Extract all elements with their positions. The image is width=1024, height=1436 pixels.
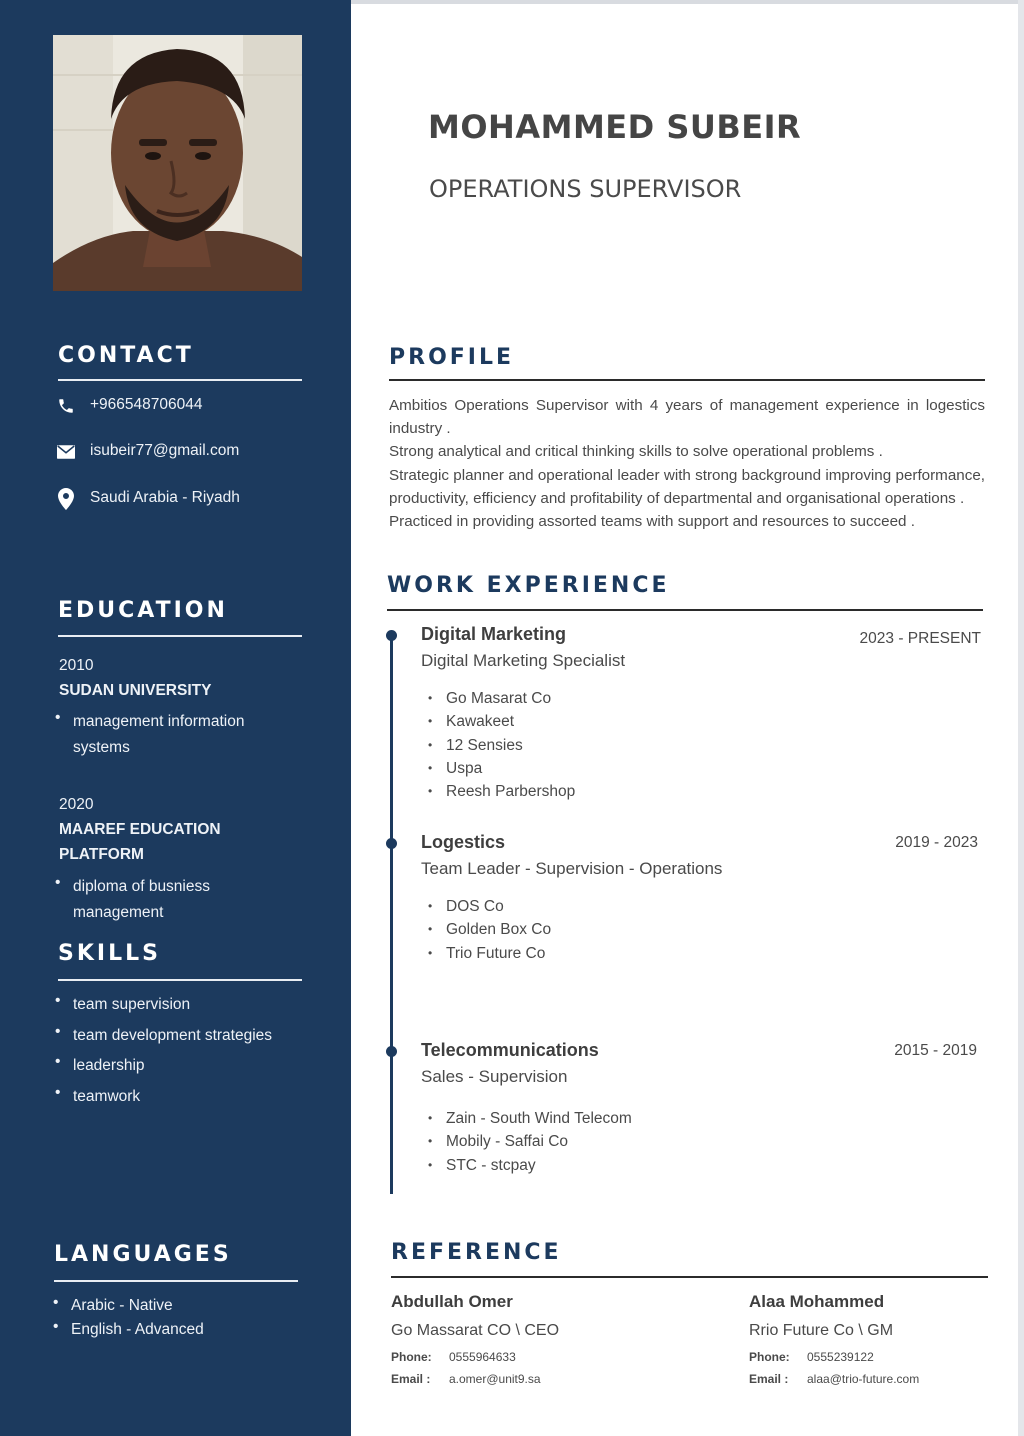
job-employer-item: • Kawakeet <box>428 710 575 733</box>
skills-divider <box>58 979 302 981</box>
job-subtitle: Digital Marketing Specialist <box>421 651 626 670</box>
education-year: 2020 <box>59 796 94 813</box>
timeline-dot <box>386 838 397 849</box>
contact-divider <box>58 379 302 381</box>
location-text: Saudi Arabia - Riyadh <box>90 489 240 506</box>
job-employer-item: • Trio Future Co <box>428 942 551 965</box>
job-employer-item: • Uspa <box>428 757 575 780</box>
education-detail: • diploma of busniess management <box>55 874 210 926</box>
reference-name: Alaa Mohammed <box>749 1292 885 1311</box>
reference-divider <box>391 1276 988 1278</box>
skills-heading: SKILLS <box>58 941 161 966</box>
profile-paragraph: Strategic planner and operational leader with strong background improving performance, productivity, efficiency and profitability of departmental and organisational operations . <box>389 466 985 507</box>
profile-summary <box>389 394 985 533</box>
job-dates: 2019 - 2023 <box>895 834 978 851</box>
language-item: • Arabic - Native <box>53 1294 173 1318</box>
reference-organization: Go Massarat CO \ CEO <box>391 1322 560 1339</box>
job-dates: 2015 - 2019 <box>894 1042 977 1059</box>
job-employer-list <box>428 895 551 965</box>
job-employer-item: • DOS Co <box>428 895 551 918</box>
phone-text: +966548706044 <box>90 396 203 413</box>
skill-item: • team development strategies <box>55 1023 272 1049</box>
job-title: Telecommunications <box>421 1040 599 1060</box>
email-text: isubeir77@gmail.com <box>90 442 240 459</box>
timeline-dot <box>386 630 397 641</box>
reference-heading: REFERENCE <box>391 1240 562 1265</box>
job-title: Digital Marketing <box>421 624 567 644</box>
job-employer-item: • Reesh Parbershop <box>428 780 575 803</box>
contact-phone <box>55 395 203 417</box>
work-experience-heading: WORK EXPERIENCE <box>387 573 670 598</box>
job-dates: 2023 - PRESENT <box>859 630 981 647</box>
reference-email: Email : alaa@trio-future.com <box>749 1372 920 1386</box>
page-right-edge <box>1018 0 1024 1436</box>
skill-item: • team supervision <box>55 992 190 1018</box>
profile-divider <box>389 379 985 381</box>
job-employer-item: • Go Masarat Co <box>428 687 575 710</box>
languages-heading: LANGUAGES <box>54 1242 232 1267</box>
reference-organization: Rrio Future Co \ GM <box>749 1322 894 1339</box>
reference-email: Email : a.omer@unit9.sa <box>391 1372 541 1386</box>
timeline-line <box>390 632 393 1194</box>
candidate-name: MOHAMMED SUBEIR <box>428 108 802 146</box>
skill-item: • teamwork <box>55 1084 140 1110</box>
job-title: Logestics <box>421 832 506 852</box>
contact-heading: CONTACT <box>58 343 194 368</box>
profile-paragraph: Strong analytical and critical thinking skills to solve operational problems . <box>389 443 883 461</box>
reference-name: Abdullah Omer <box>391 1292 513 1311</box>
language-item: • English - Advanced <box>53 1318 204 1342</box>
profile-heading: PROFILE <box>389 345 515 370</box>
job-employer-list <box>428 687 575 803</box>
contact-location <box>55 488 240 510</box>
job-employer-item: • Mobily - Saffai Co <box>428 1130 632 1153</box>
skill-item: • leadership <box>55 1053 145 1079</box>
education-year: 2010 <box>59 657 94 674</box>
job-employer-list <box>428 1107 632 1177</box>
job-subtitle: Sales - Supervision <box>421 1067 568 1086</box>
page-top-edge <box>350 0 1024 4</box>
reference-phone: Phone: 0555239122 <box>749 1350 874 1364</box>
profile-paragraph: Ambitios Operations Supervisor with 4 years of management experience in logestics industry . <box>389 397 985 438</box>
phone-icon <box>55 395 77 417</box>
education-school: SUDAN UNIVERSITY <box>59 682 212 699</box>
job-employer-item: • Zain - South Wind Telecom <box>428 1107 632 1130</box>
job-employer-item: • 12 Sensies <box>428 734 575 757</box>
job-employer-item: • Golden Box Co <box>428 918 551 941</box>
profile-photo <box>53 35 302 291</box>
work-experience-divider <box>387 609 983 611</box>
contact-email <box>55 441 240 463</box>
job-subtitle: Team Leader - Supervision - Operations <box>421 859 723 878</box>
job-employer-item: • STC - stcpay <box>428 1154 632 1177</box>
mail-icon <box>55 441 77 463</box>
timeline-dot <box>386 1046 397 1057</box>
education-school-line2: PLATFORM <box>59 846 144 863</box>
education-detail: • management information systems <box>55 709 244 761</box>
candidate-role: OPERATIONS SUPERVISOR <box>429 175 742 203</box>
education-school: MAAREF EDUCATION <box>59 821 221 838</box>
reference-phone: Phone: 0555964633 <box>391 1350 516 1364</box>
profile-paragraph: Practiced in providing assorted teams with support and resources to succeed . <box>389 513 915 531</box>
education-divider <box>58 635 302 637</box>
education-heading: EDUCATION <box>58 598 228 623</box>
location-pin-icon <box>55 488 77 510</box>
languages-divider <box>54 1280 298 1282</box>
sidebar <box>0 0 351 1436</box>
